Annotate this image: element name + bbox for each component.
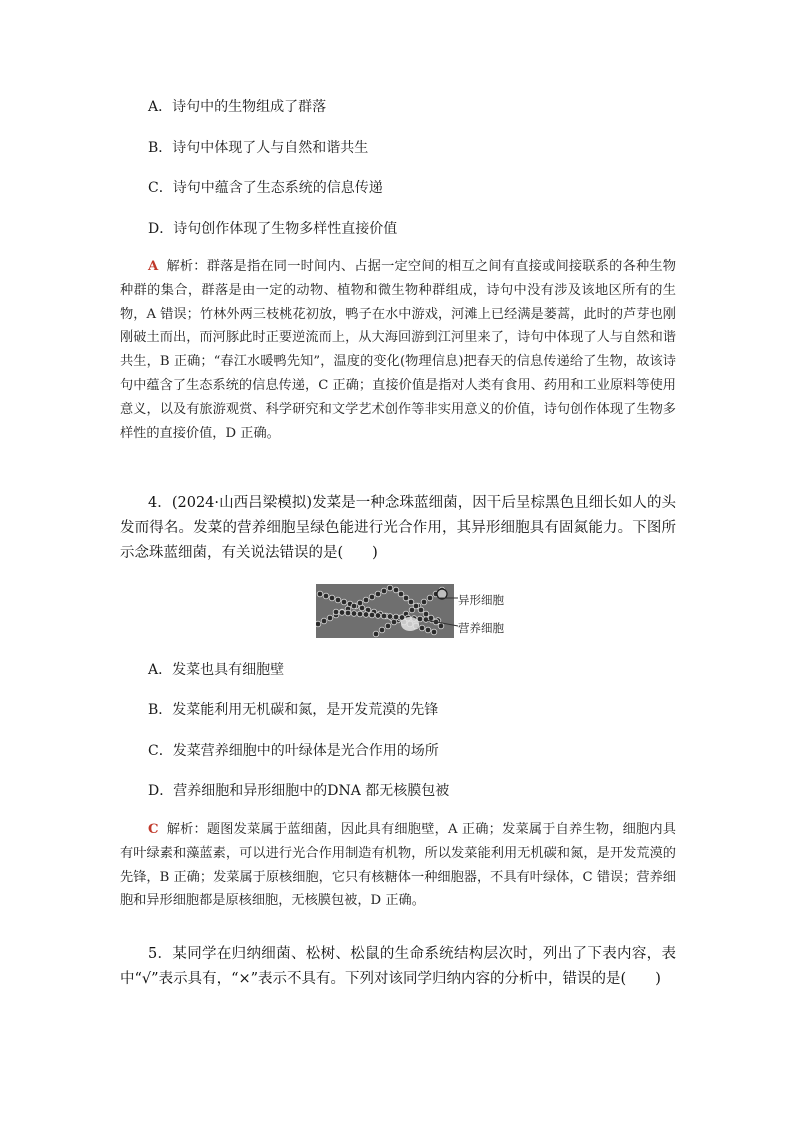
vegetative-cell-label: 营养细胞 <box>458 621 504 635</box>
q4-analysis <box>120 818 676 913</box>
cell-bead <box>369 612 375 618</box>
q5-stem-text: 5．某同学在归纳细菌、松树、松鼠的生命系统结构层次时，列出了下表内容，表中“√”表示具有，“×”表示不具有。下列对该同学归纳内容的分析中，错误的是( ) <box>120 946 676 987</box>
q4-option-a: A．发菜也具有细胞壁 <box>148 662 285 678</box>
q5-stem <box>120 942 676 992</box>
q4-option-c: C．发菜营养细胞中的叶绿体是光合作用的场所 <box>148 743 439 759</box>
cell-bead <box>357 611 363 617</box>
cell-bead <box>363 597 369 603</box>
light-blob <box>401 617 419 631</box>
q3-option-b: B．诗句中体现了人与自然和谐共生 <box>148 140 369 156</box>
cell-bead <box>321 618 327 624</box>
cell-bead <box>393 587 399 593</box>
cell-bead <box>357 600 363 606</box>
cell-bead <box>351 611 357 617</box>
q4-analysis-text: 解析：题图发菜属于蓝细菌，因此具有细胞壁，A 正确；发菜属于自养生物，细胞内具有叶绿素和藻蓝素，可以进行光合作用制造有机物，所以发菜能利用无机碳和氮，是开发荒漠的先锋，B 正确；发菜属于原核细胞，它只有核糖体一种细胞器，不具有叶绿体，C 错误；营养细胞和异形细胞都是原核细胞，无核膜包被，D 正确。 <box>120 822 676 909</box>
figure-pointer-lines <box>420 590 460 634</box>
cell-bead <box>375 613 381 619</box>
q4-option-d: D．营养细胞和异形细胞中的DNA 都无核膜包被 <box>148 783 450 799</box>
heterocyst-label: 异形细胞 <box>458 593 504 607</box>
q3-option-c: C．诗句中蕴含了生态系统的信息传递 <box>148 180 383 196</box>
q3-analysis-text: 解析：群落是指在同一时间内、占据一定空间的相互之间有直接或间接联系的各种生物种群的集合，群落是由一定的动物、植物和微生物种群组成，诗句中没有涉及该地区所有的生物，A 错误；竹林外两三枝桃花初放，鸭子在水中游戏，河滩上已经满是蒌蒿，此时的芦芽也刚刚破土而出，而河豚此时正要逆流而上，从大海回游到江河里来了，诗句中体现了人与自然和谐共生，B 正确；“春江水暖鸭先知”，温度的变化(物理信息)把春天的信息传递给了生物，故该诗句中蕴含了生态系统的信息传递，C 正确；直接价值是指对人类有食用、药用和工业原料等使用意义，以及有旅游观赏、科学研究和文学艺术创作等非实用意义的价值，诗句创作体现了生物多样性的直接价值，D 正确。 <box>120 259 676 441</box>
cell-bead <box>335 597 341 603</box>
cell-bead <box>403 595 409 601</box>
q4-stem <box>120 491 676 566</box>
cell-bead <box>323 593 329 599</box>
cell-bead <box>387 585 393 591</box>
q3-option-d: D．诗句创作体现了生物多样性直接价值 <box>148 221 398 237</box>
cell-bead <box>369 594 375 600</box>
cell-bead <box>387 614 393 620</box>
q3-analysis <box>120 255 676 445</box>
cell-bead <box>345 610 351 616</box>
cell-bead <box>381 588 387 594</box>
cell-bead <box>341 599 347 605</box>
cell-bead <box>317 591 323 597</box>
cell-bead <box>373 631 379 637</box>
cell-bead <box>385 623 391 629</box>
q4-stem-text: 4．(2024·山西吕梁模拟)发菜是一种念珠蓝细菌，因干后呈棕黑色且细长如人的头发而得名。发菜的营养细胞呈绿色能进行光合作用，其异形细胞具有固氮能力。下图所示念珠蓝细菌，有关说法错误的是( ) <box>120 495 676 561</box>
cell-bead <box>375 591 381 597</box>
cell-bead <box>393 614 399 620</box>
cell-bead <box>333 609 339 615</box>
cell-bead <box>351 603 357 609</box>
cell-bead <box>316 621 321 627</box>
cell-bead <box>413 603 419 609</box>
cell-bead <box>329 595 335 601</box>
cell-bead <box>408 599 414 605</box>
q3-answer: A <box>148 259 159 274</box>
cell-bead <box>381 613 387 619</box>
cell-bead <box>327 615 333 621</box>
cell-bead <box>398 591 404 597</box>
q4-answer: C <box>148 822 159 837</box>
q3-option-a: A．诗句中的生物组成了群落 <box>148 99 327 115</box>
cell-bead <box>379 627 385 633</box>
q4-option-b: B．发菜能利用无机碳和氮，是开发荒漠的先锋 <box>148 702 439 718</box>
cell-bead <box>339 610 345 616</box>
cell-bead <box>363 612 369 618</box>
